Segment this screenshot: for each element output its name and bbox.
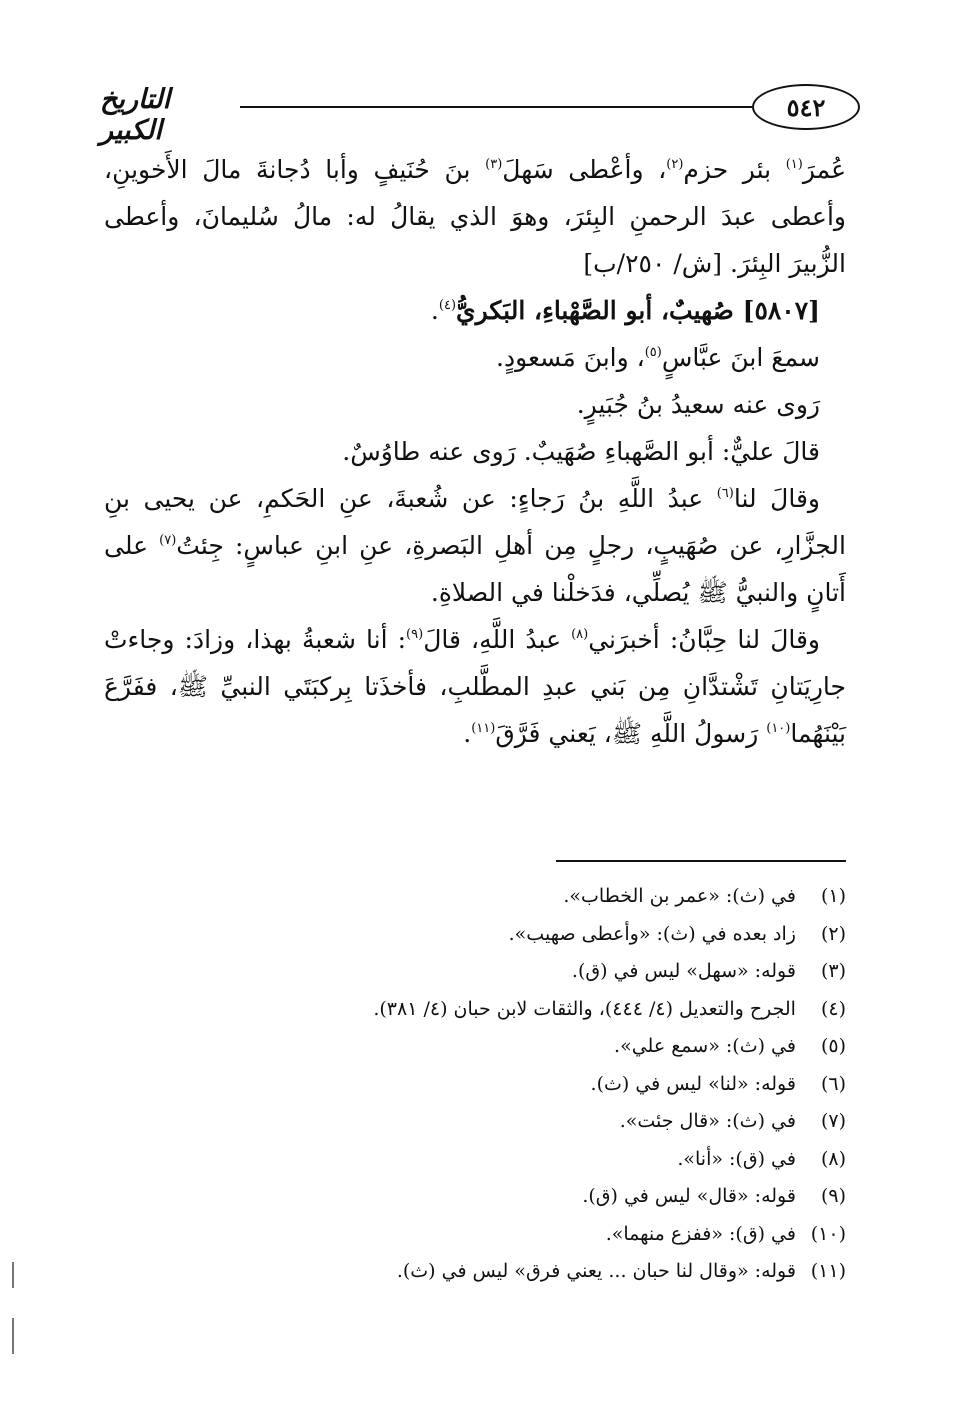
- paragraph-2: وقالَ لنا$^{(٦)}$ عبدُ اللَّهِ بنُ رَجاءٍ: عن شُعبةَ، عنِ الحَكمِ، عن يحيى بنِ الجزَّارِ، عن صُهَيبٍ، رجلٍ مِن أهلِ البَصرةِ، عنِ ابنِ عباسٍ: جِئتُ$^{(٧)}$ على أَتانٍ والنبيُّ ﷺ يُصلِّي، فدَخلْنا في الصلاةِ.: [104, 484, 846, 607]
- scan-margin-mark: [12, 1318, 14, 1354]
- entry-number: [٥٨٠٧]: [742, 296, 820, 325]
- page-header: [100, 82, 860, 146]
- footnote-ref-1[interactable]: (١): [785, 157, 803, 172]
- footnote-4: (٤) الجرح والتعديل (٤/ ٤٤٤)، والثقات لابن حبان (٤/ ٣٨١).: [373, 997, 846, 1020]
- footnote-1: (١) في (ث): «عمر بن الخطاب».: [563, 885, 846, 907]
- footnote-separator: [556, 860, 846, 862]
- footnote-ref-6[interactable]: (٦): [716, 486, 734, 501]
- footnote-7: (٧) في (ث): «قال جئت».: [619, 1110, 846, 1132]
- main-text: [104, 146, 846, 757]
- paragraph-3: وقالَ لنا حِبَّانُ: أخبرَني$^{(٨)}$ عبدُ اللَّهِ، قالَ$^{(٩)}$: أنا شعبةُ بهذا، وزادَ: وجاءتْ جارِيَتانِ تَشْتدَّانِ مِن بَني عبدِ المطَّلبِ، فأخذَتا بِركبَتَي النبيِّ ﷺ، ففَرَّعَ بَيْنَهُما$^{(١٠)}$ رَسولُ اللَّهِ ﷺ، يَعني فَرَّقَ$^{(١١)}$.: [104, 625, 846, 748]
- scan-margin-mark: [12, 1262, 14, 1288]
- paragraph-1: عُمرَ$^{(١)}$ بئر حزم$^{(٢)}$، وأعْطى سَهلَ$^{(٣)}$ بنَ حُنَيفٍ وأبا دُجانةَ مالَ الأَخوينِ، وأعطى عبدَ الرحمنِ البِئرَ، وهوَ الذي يقالُ له: مالُ سُليمانَ، وأعطى الزُّبيرَ البِئرَ. [ش/ ٢٥٠/ب]: [104, 155, 847, 278]
- footnote-ref-10[interactable]: (١٠): [766, 721, 791, 736]
- footnote-ref-3[interactable]: (٣): [485, 157, 503, 172]
- footnote-ref-7[interactable]: (٧): [159, 533, 177, 548]
- entry-title: صُهيبٌ، أبو الصَّهْباءِ، البَكريُّ: [456, 296, 743, 325]
- footnote-ref-5[interactable]: (٥): [644, 345, 662, 360]
- footnote-10: (١٠) في (ق): «ففزع منهما».: [605, 1222, 846, 1245]
- footnote-6: (٦) قوله: «لنا» ليس في (ث).: [590, 1072, 846, 1095]
- line-ali-said: قالَ عليٌّ: أبو الصَّهباءِ صُهَيبٌ. رَوى عنه طاوُسٌ.: [342, 437, 820, 466]
- footnote-11: (١١) قوله: «وقال لنا حبان ... يعني فرق» ليس في (ث).: [396, 1260, 846, 1282]
- footnote-9: (٩) قوله: «قال» ليس في (ق).: [582, 1185, 846, 1207]
- footnote-ref-2[interactable]: (٢): [666, 157, 684, 172]
- footnote-ref-11[interactable]: (١١): [471, 721, 496, 736]
- footnote-ref-8[interactable]: (٨): [571, 627, 589, 642]
- footnotes: [104, 878, 846, 1291]
- footnote-ref-9[interactable]: (٩): [406, 627, 424, 642]
- line-heard-from: سمعَ ابنَ عبَّاسٍ$^{(٥)}$، وابنَ مَسعودٍ.: [496, 343, 820, 372]
- footnote-8: (٨) في (ق): «أنا».: [677, 1147, 846, 1170]
- page-number-badge: [752, 84, 860, 130]
- page-number: ٥٤٢: [786, 92, 826, 122]
- footnote-ref-4[interactable]: (٤): [438, 298, 457, 313]
- header-rule: [240, 106, 752, 108]
- book-title: التاريخ الكبير: [100, 84, 171, 146]
- footnote-3: (٣) قوله: «سهل» ليس في (ق).: [571, 960, 846, 982]
- line-narrated-by: رَوى عنه سعيدُ بنُ جُبَيرٍ.: [576, 390, 820, 419]
- footnote-2: (٢) زاد بعده في (ث): «وأعطى صهيب».: [508, 922, 846, 945]
- footnote-5: (٥) في (ث): «سمع علي».: [614, 1035, 846, 1057]
- entry-heading: [٥٨٠٧] صُهيبٌ، أبو الصَّهْباءِ، البَكريُّ$^{(٤)}$.: [430, 296, 820, 325]
